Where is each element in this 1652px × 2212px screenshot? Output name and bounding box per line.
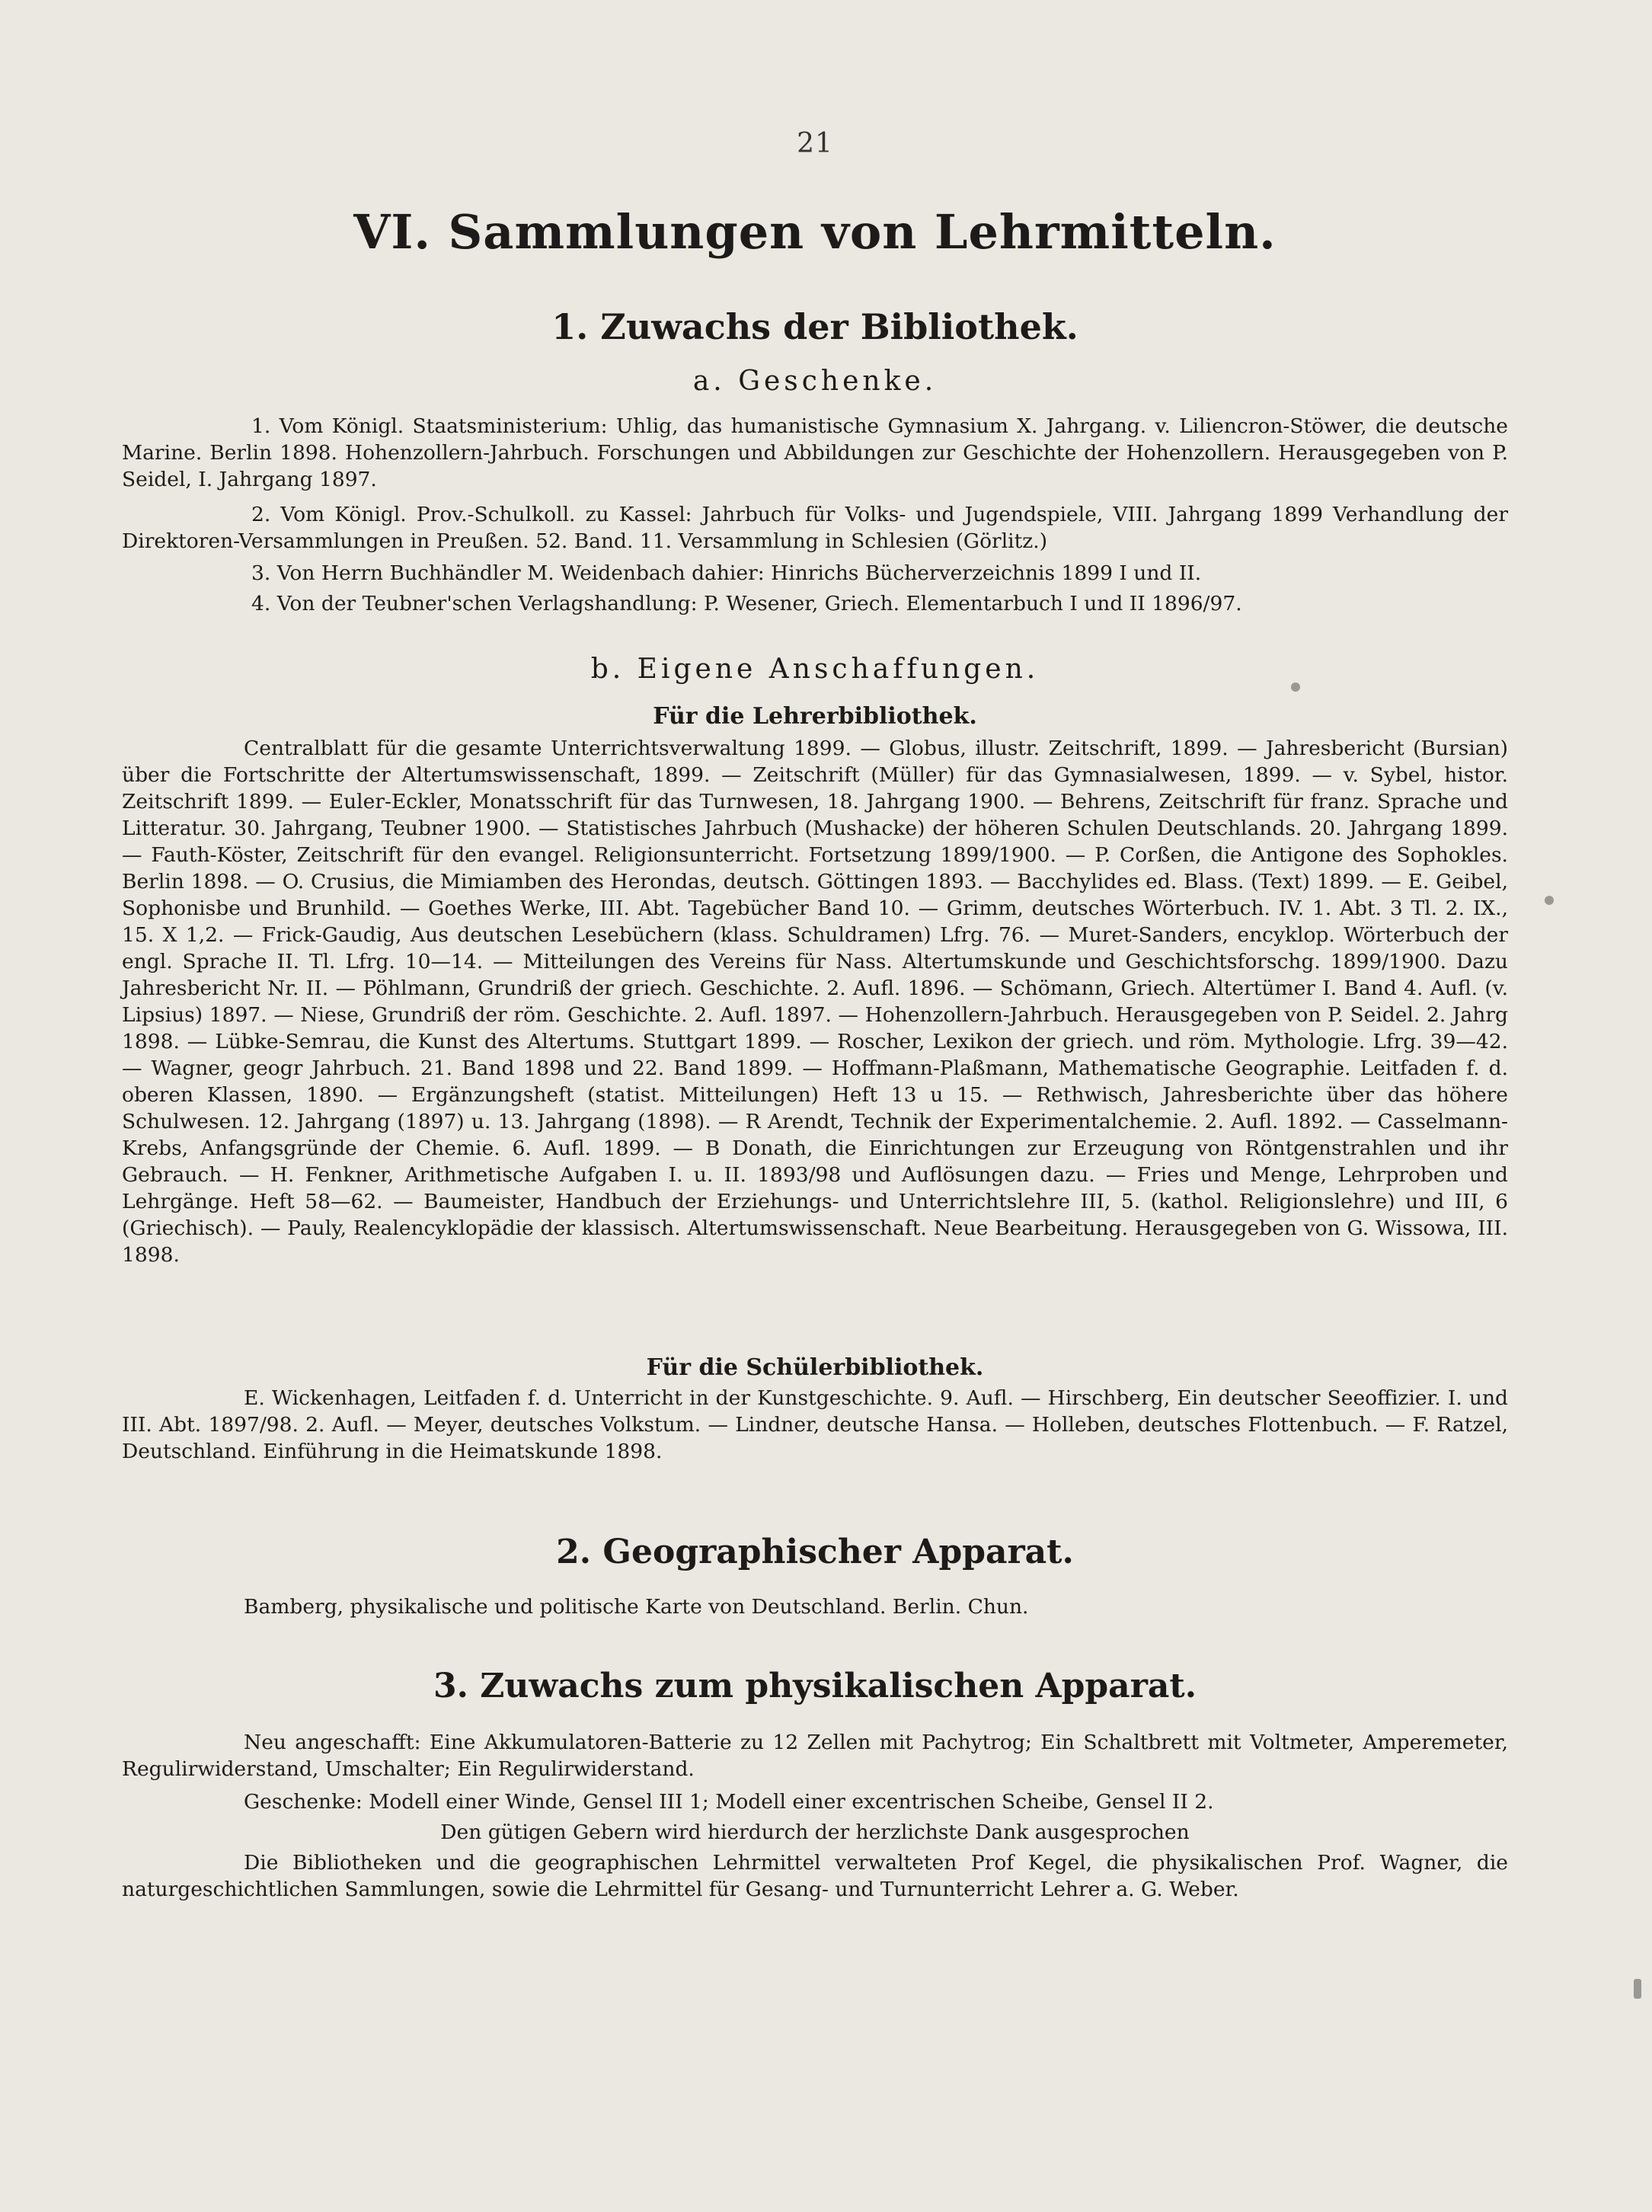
gift-entry-3: 3. Von Herrn Buchhändler M. Weidenbach dahier: Hinrichs Bücherverzeichnis 1899 I und II. <box>251 561 1202 585</box>
gift-entry-2: 2. Vom Königl. Prov.-Schulkoll. zu Kassel: Jahrbuch für Volks- und Jugendspiele, VIII. Jahrgang 1899 Verhandlung der Direktoren-Versammlungen in Preußen. 52. Band. 11. Versammlung in Schlesien (Görlitz.) <box>122 503 1508 553</box>
section-2-heading: 2. Geographischer Apparat. <box>556 1533 1074 1571</box>
margin-mark <box>1634 1979 1641 1999</box>
gifts-heading: a. Geschenke. <box>692 366 938 397</box>
acquisitions-heading: b. Eigene Anschaffungen. <box>590 654 1040 685</box>
administration-note: Die Bibliotheken und die geographischen Lehrmittel verwalteten Prof Kegel, die physikalischen Prof. Wagner, die naturgeschichtlichen Sammlungen, sowie die Lehrmittel für Gesang- und Turnunterricht Lehrer a. G. Weber. <box>122 1851 1508 1901</box>
thanks-line: Den gütigen Gebern wird hierdurch der herzlichste Dank ausgesprochen <box>440 1820 1190 1844</box>
paper-spot <box>1545 896 1554 905</box>
physics-gifts: Geschenke: Modell einer Winde, Gensel III 1; Modell einer excentrischen Scheibe, Gensel II 2. <box>244 1790 1214 1814</box>
teacher-library-list: Centralblatt für die gesamte Unterrichtsverwaltung 1899. — Globus, illustr. Zeitschrift, 1899. — Jahresbericht (Bursian) über die Fortschritte der Altertumswissenschaft, 1899. — Zeitschrift (Müller) für das Gymnasialwesen, 1899. — v. Sybel, histor. Zeitschrift 1899. — Euler-Eckler, Monatsschrift für das Turnwesen, 18. Jahrgang 1900. — Behrens, Zeitschrift für franz. Sprache und Litteratur. 30. Jahrgang, Teubner 1900. — Statistisches Jahrbuch (Mushacke) der höheren Schulen Deutschlands. 20. Jahrgang 1899. — Fauth-Köster, Zeitschrift für den evangel. Religionsunterricht. Fortsetzung 1899/1900. — P. Corßen, die Antigone des Sophokles. Berlin 1898. — O. Crusius, die Mimiamben des Herondas, deutsch. Göttingen 1893. — Bacchylides ed. Blass. (Text) 1899. — E. Geibel, Sophonisbe und Brunhild. — Goethes Werke, III. Abt. Tagebücher Band 10. — Grimm, deutsches Wörterbuch. IV. 1. Abt. 3 Tl. 2. IX., 15. X 1,2. — Frick-Gaudig, Aus deutschen Lesebüchern (klass. Schuldramen) Lfrg. 76. — Muret-Sanders, encyklop. Wörterbuch der engl. Sprache II. Tl. Lfrg. 10—14. — Mitteilungen des Vereins für Nass. Altertumskunde und Geschichtsforschg. 1899/1900. Dazu Jahresbericht Nr. II. — Pöhlmann, Grundriß der griech. Geschichte. 2. Aufl. 1896. — Schömann, Griech. Altertümer I. Band 4. Aufl. (v. Lipsius) 1897. — Niese, Grundriß der röm. Geschichte. 2. Aufl. 1897. — Hohenzollern-Jahrbuch. Herausgegeben von P. Seidel. 2. Jahrg 1898. — Lübke-Semrau, die Kunst des Altertums. Stuttgart 1899. — Roscher, Lexikon der griech. und röm. Mythologie. Lfrg. 39—42. — Wagner, geogr Jahrbuch. 21. Band 1898 und 22. Band 1899. — Hoffmann-Plaßmann, Mathematische Geographie. Leitfaden f. d. oberen Klassen, 1890. — Ergänzungsheft (statist. Mitteilungen) Heft 13 u 15. — Rethwisch, Jahresberichte über das höhere Schulwesen. 12. Jahrgang (1897) u. 13. Jahrgang (1898). — R Arendt, Technik der Experimentalchemie. 2. Aufl. 1892. — Casselmann-Krebs, Anfangsgründe der Chemie. 6. Aufl. 1899. — B Donath, die Einrichtungen zur Erzeugung von Röntgenstrahlen und ihr Gebrauch. — H. Fenkner, Arithmetische Aufgaben I. u. II. 1893/98 und Auflösungen dazu. — Fries und Menge, Lehrproben und Lehrgänge. Heft 58—62. — Baumeister, Handbuch der Erziehungs- und Unterrichtslehre III, 5. (kathol. Religionslehre) und III, 6 (Griechisch). — Pauly, Realencyklopädie der klassisch. Altertumswissenschaft. Neue Bearbeitung. Herausgegeben von G. Wissowa, III. 1898. <box>122 737 1508 1267</box>
page-number: 21 <box>797 128 833 159</box>
student-library-heading: Für die Schülerbibliothek. <box>646 1354 984 1381</box>
student-library-list: E. Wickenhagen, Leitfaden f. d. Unterricht in der Kunstgeschichte. 9. Aufl. — Hirschberg, Ein deutscher Seeoffizier. I. und III. Abt. 1897/98. 2. Aufl. — Meyer, deutsches Volkstum. — Lindner, deutsche Hansa. — Holleben, deutsches Flottenbuch. — F. Ratzel, Deutschland. Einführung in die Heimatskunde 1898. <box>122 1386 1508 1463</box>
section-3-heading: 3. Zuwachs zum physikalischen Apparat. <box>433 1667 1197 1705</box>
page-title: VI. Sammlungen von Lehrmitteln. <box>353 204 1277 260</box>
section-1-heading: 1. Zuwachs der Bibliothek. <box>551 306 1078 347</box>
gift-entry-1: 1. Vom Königl. Staatsministerium: Uhlig, das humanistische Gymnasium X. Jahrgang. v. Liliencron-Stöwer, die deutsche Marine. Berlin 1898. Hohenzollern-Jahrbuch. Forschungen und Abbildungen zur Geschichte der Hohenzollern. Herausgegeben von P. Seidel, I. Jahrgang 1897. <box>122 414 1508 491</box>
physics-new-items: Neu angeschafft: Eine Akkumulatoren-Batterie zu 12 Zellen mit Pachytrog; Ein Schaltbrett mit Voltmeter, Amperemeter, Regulirwiderstand, Umschalter; Ein Regulirwiderstand. <box>122 1731 1508 1781</box>
gift-entry-4: 4. Von der Teubner'schen Verlagshandlung: P. Wesener, Griech. Elementarbuch I und II 1896/97. <box>251 592 1242 615</box>
teacher-library-heading: Für die Lehrerbibliothek. <box>653 703 977 730</box>
paper-spot <box>1291 682 1300 692</box>
geography-text: Bamberg, physikalische und politische Karte von Deutschland. Berlin. Chun. <box>244 1595 1029 1619</box>
